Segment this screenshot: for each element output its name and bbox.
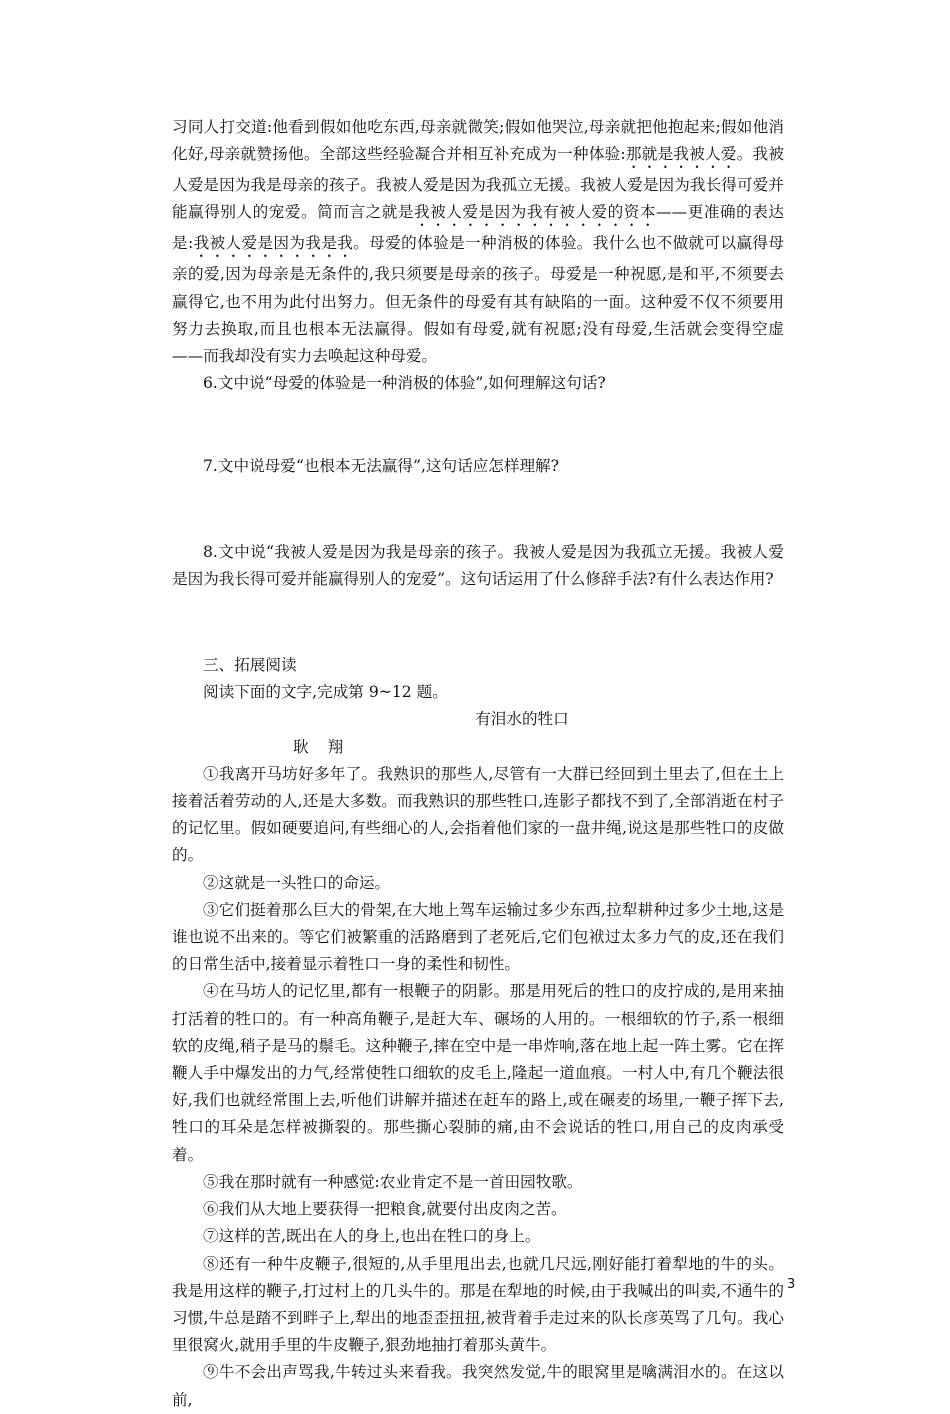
emphasized-phrase: 我被人爱是因为我有被人爱的资本 [414, 203, 656, 222]
answer-space [172, 397, 784, 453]
answer-space [172, 593, 784, 652]
essay-paragraph-1: ①我离开马坊好多年了。我熟识的那些人,尽管有一大群已经回到土里去了,但在土上接着活着劳动的人,还是大多数。而我熟识的那些牲口,连影子都找不到了,全部消逝在村子的记忆里。假如硬要追问,有些细心的人,会指着他们家的一盘井绳,说这是那些牲口的皮做的。 [172, 764, 784, 865]
essay-paragraph-7: ⑦这样的苦,既出在人的身上,也出在牲口的身上。 [203, 1227, 541, 1246]
section-heading: 三、拓展阅读 [203, 656, 297, 675]
emphasized-phrase: 我被人爱是因为我是我 [193, 234, 354, 253]
page-number: 3 [787, 1277, 796, 1292]
essay-paragraph-2: ②这就是一头牲口的命运。 [203, 873, 391, 892]
answer-space [172, 481, 784, 539]
section-instruction: 阅读下面的文字,完成第 9~12 题。 [203, 683, 448, 702]
passage-text-3: ——更准确的表达是: [172, 203, 784, 253]
essay-paragraph-4: ④在马坊人的记忆里,都有一根鞭子的阴影。那是用死后的牲口的皮拧成的,是用来抽打活着的牲口的。有一种高角鞭子,是赶大车、碾场的人用的。一根细软的竹子,系一根细软的皮绳,稍子是马的鬃毛。这种鞭子,摔在空中是一串炸响,落在地上起一阵土雾。它在挥鞭人手中爆发出的力气,经常使牲口细软的皮毛上,隆起一道血痕。一村人中,有几个鞭法很好,我们也就经常围上去,听他们讲解并描述在赶车的路上,或在碾麦的场里,一鞭子挥下去,牲口的耳朵是怎样被撕裂的。那些撕心裂肺的痛,由不会说话的牲口,用自己的皮肉承受着。 [172, 982, 784, 1164]
page-content [172, 114, 784, 1414]
question-6: 6.文中说“母爱的体验是一种消极的体验”,如何理解这句话? [203, 374, 606, 393]
author-char-1: 耿 [293, 737, 310, 756]
essay-paragraph-5: ⑤我在那时就有一种感觉:农业肯定不是一首田园牧歌。 [203, 1172, 583, 1191]
essay-author [172, 734, 784, 761]
passage-paragraph [172, 114, 784, 370]
passage-text-1: 习同人打交道:他看到假如他吃东西,母亲就微笑;假如他哭泣,母亲就把他抱起来;假如他消化好,母亲就赞扬他。全部这些经验凝合并相互补充成为一种体验: [172, 118, 784, 164]
passage-text-2: 。我被人爱是因为我是母亲的孩子。我被人爱是因为我孤立无援。我被人爱是因为我长得可爱并能赢得别人的宠爱。简而言之就是 [172, 145, 784, 222]
essay-title: 有泪水的牲口 [475, 710, 569, 729]
essay-paragraph-6: ⑥我们从大地上要获得一把粮食,就要付出皮肉之苦。 [203, 1200, 567, 1219]
passage-text-4: 。母爱的体验是一种消极的体验。我什么也不做就可以赢得母亲的爱,因为母亲是无条件的,我只须要是母亲的孩子。母爱是一种祝愿,是和平,不须要去赢得它,也不用为此付出努力。但无条件的母爱有其有缺陷的一面。这种爱不仅不须要用努力去换取,而且也根本无法赢得。假如有母爱,就有祝愿;没有母爱,生活就会变得空虚——而我却没有实力去唤起这种母爱。 [172, 234, 784, 366]
essay-paragraph-9: ⑨牛不会出声骂我,牛转过头来看我。我突然发觉,牛的眼窝里是噙满泪水的。在这以前, [172, 1363, 784, 1409]
essay-paragraph-8: ⑧还有一种牛皮鞭子,很短的,从手里甩出去,也就几尺远,刚好能打着犁地的牛的头。我是用这样的鞭子,打过村上的几头牛的。那是在犁地的时候,由于我喊出的叫卖,不通牛的习惯,牛总是踏不到畔子上,犁出的地歪歪扭扭,被背着手走过来的队长彦英骂了几句。我心里很窝火,就用手里的牛皮鞭子,狠劲地抽打着那头黄牛。 [172, 1254, 784, 1355]
question-8: 8.文中说“我被人爱是因为我是母亲的孩子。我被人爱是因为我孤立无援。我被人爱是因为我长得可爱并能赢得别人的宠爱”。这句话运用了什么修辞手法?有什么表达作用? [172, 542, 784, 588]
author-char-2: 翔 [327, 737, 345, 756]
question-7: 7.文中说母爱“也根本无法赢得”,这句话应怎样理解? [203, 457, 560, 476]
essay-paragraph-3: ③它们挺着那么巨大的骨架,在大地上驾车运输过多少东西,拉犁耕种过多少土地,这是谁也说不出来的。等它们被繁重的活路磨到了老死后,它们包袱过太多力气的皮,还在我们的日常生活中,接着显示着牲口一身的柔性和韧性。 [172, 900, 784, 974]
emphasized-phrase: 那就是我被人爱 [625, 145, 737, 164]
